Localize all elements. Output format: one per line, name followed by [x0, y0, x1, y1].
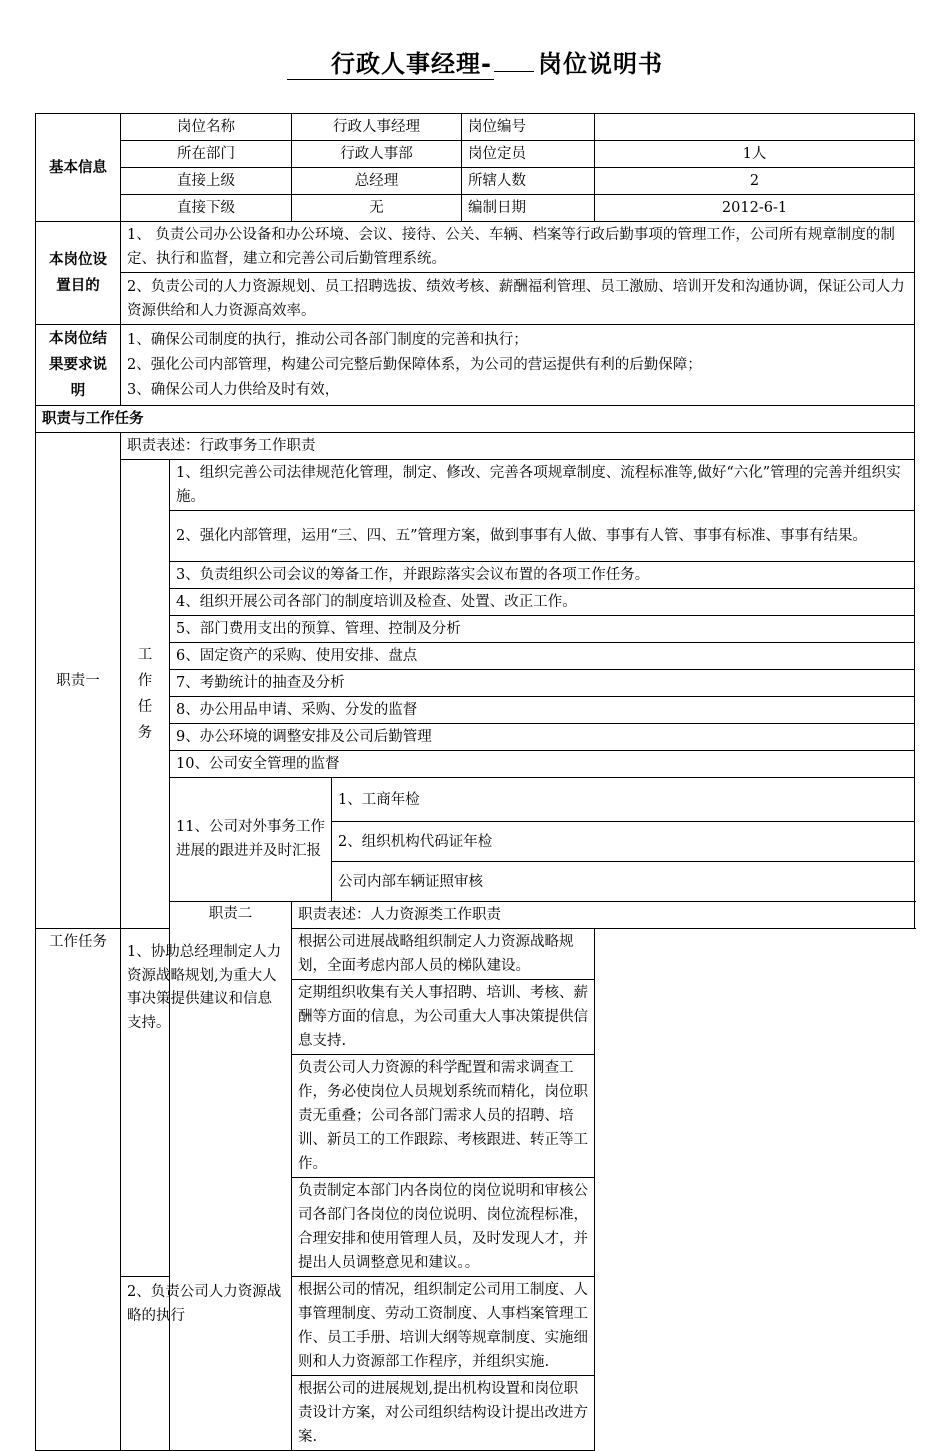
task-item: 5、部门费用支出的预算、管理、控制及分析 [170, 616, 915, 643]
results-item: 1、确保公司制度的执行，推动公司各部门制度的完善和执行； [127, 331, 528, 348]
duty2-label: 职责二 [170, 902, 292, 1451]
task-item: 2、强化内部管理，运用“三、四、五”管理方案，做到事事有人做、事事有人管、事事有标准、事事有结果。 [170, 511, 915, 562]
task-item: 10、公司安全管理的监督 [170, 751, 915, 778]
duties-header: 职责与工作任务 [36, 406, 915, 433]
results-item: 2、强化公司内部管理，构建公司完整后勤保障体系，为公司的营运提供有利的后勤保障； [127, 356, 702, 373]
group-label: 2、负责公司人力资源战略的执行 [121, 1277, 292, 1451]
field-value: 行政人事部 [292, 141, 462, 168]
title-blank-line [494, 71, 534, 72]
task-item: 6、固定资产的采购、使用安排、盘点 [170, 643, 915, 670]
field-label: 直接下级 [121, 195, 292, 222]
task11-item: 2、组织机构代码证年检 [332, 822, 915, 862]
field-label: 编制日期 [462, 195, 595, 222]
field-label: 所辖人数 [462, 168, 595, 195]
field-value [595, 114, 915, 141]
duty1-label: 职责一 [36, 433, 121, 929]
task11-item: 公司内部车辆证照审核 [332, 862, 915, 902]
purpose-label: 本岗位设置目的 [36, 222, 121, 325]
field-value: 无 [292, 195, 462, 222]
results-list [121, 325, 915, 406]
title-dash: - [481, 50, 492, 78]
task11-label: 11、公司对外事务工作进展的跟进并及时汇报 [170, 778, 332, 902]
group-item: 根据公司进展战略组织制定人力资源战略规划，全面考虑内部人员的梯队建设。 [292, 929, 595, 980]
group-item: 负责公司人力资源的科学配置和需求调查工作，务必使岗位人员规划系统而精化，岗位职责无重叠；公司各部门需求人员的招聘、培训、新员工的工作跟踪、考核跟进、转正等工作。 [292, 1055, 595, 1178]
group-item: 根据公司的进展规划,提出机构设置和岗位职责设计方案，对公司组织结构设计提出改进方案. [292, 1376, 595, 1451]
field-label: 直接上级 [121, 168, 292, 195]
basic-info-label: 基本信息 [36, 114, 121, 222]
task-item: 7、考勤统计的抽查及分析 [170, 670, 915, 697]
duty1-task-label: 工作任务 [121, 460, 170, 929]
field-label: 所在部门 [121, 141, 292, 168]
results-item: 3、确保公司人力供给及时有效， [127, 381, 340, 398]
purpose-item: 2、负责公司的人力资源规划、员工招聘选拔、绩效考核、薪酬福利管理、员工激励、培训开发和沟通协调，保证公司人力资源供给和人力资源高效率。 [121, 273, 915, 325]
field-value: 行政人事经理 [292, 114, 462, 141]
field-value: 2012-6-1 [595, 195, 915, 222]
task11-item: 1、工商年检 [332, 778, 915, 822]
group-item: 定期组织收集有关人事招聘、培训、考核、薪酬等方面的信息，为公司重大人事决策提供信息支持. [292, 980, 595, 1055]
group-label: 1、协助总经理制定人力资源战略规划,为重大人事决策提供建议和信息支持。 [121, 929, 292, 1277]
field-label: 岗位编号 [462, 114, 595, 141]
task-item: 1、组织完善公司法律规范化管理，制定、修改、完善各项规章制度、流程标准等,做好“六化”管理的完善并组织实施。 [170, 460, 915, 511]
task-item: 9、办公环境的调整安排及公司后勤管理 [170, 724, 915, 751]
group-item: 根据公司的情况，组织制定公司用工制度、人事管理制度、劳动工资制度、人事档案管理工作、员工手册、培训大纲等规章制度、实施细则和人力资源部工作程序，并组织实施. [292, 1277, 595, 1376]
task-item: 4、组织开展公司各部门的制度培训及检查、处置、改正工作。 [170, 589, 915, 616]
duty2-task-label: 工作任务 [36, 929, 121, 1451]
title-suffix: 岗位说明书 [537, 50, 663, 78]
job-description-table [35, 113, 915, 1451]
duty2-desc: 职责表述：人力资源类工作职责 [292, 902, 915, 929]
duty1-desc: 职责表述：行政事务工作职责 [121, 433, 915, 460]
task-item: 8、办公用品申请、采购、分发的监督 [170, 697, 915, 724]
page-title [0, 44, 950, 80]
field-value: 1人 [595, 141, 915, 168]
title-main: 行政人事经理 [331, 50, 482, 78]
field-label: 岗位定员 [462, 141, 595, 168]
field-label: 岗位名称 [121, 114, 292, 141]
field-value: 总经理 [292, 168, 462, 195]
purpose-item: 1、 负责公司办公设备和办公环境、会议、接待、公关、车辆、档案等行政后勤事项的管理工作，公司所有规章制度的制定、执行和监督，建立和完善公司后勤管理系统。 [121, 222, 915, 273]
group-item: 负责制定本部门内各岗位的岗位说明和审核公司各部门各岗位的岗位说明、岗位流程标准，合理安排和使用管理人员，及时发现人才，并提出人员调整意见和建议。。 [292, 1178, 595, 1277]
results-label: 本岗位结果要求说明 [36, 325, 121, 406]
field-value: 2 [595, 168, 915, 195]
task-item: 3、负责组织公司会议的筹备工作，并跟踪落实会议布置的各项工作任务。 [170, 562, 915, 589]
